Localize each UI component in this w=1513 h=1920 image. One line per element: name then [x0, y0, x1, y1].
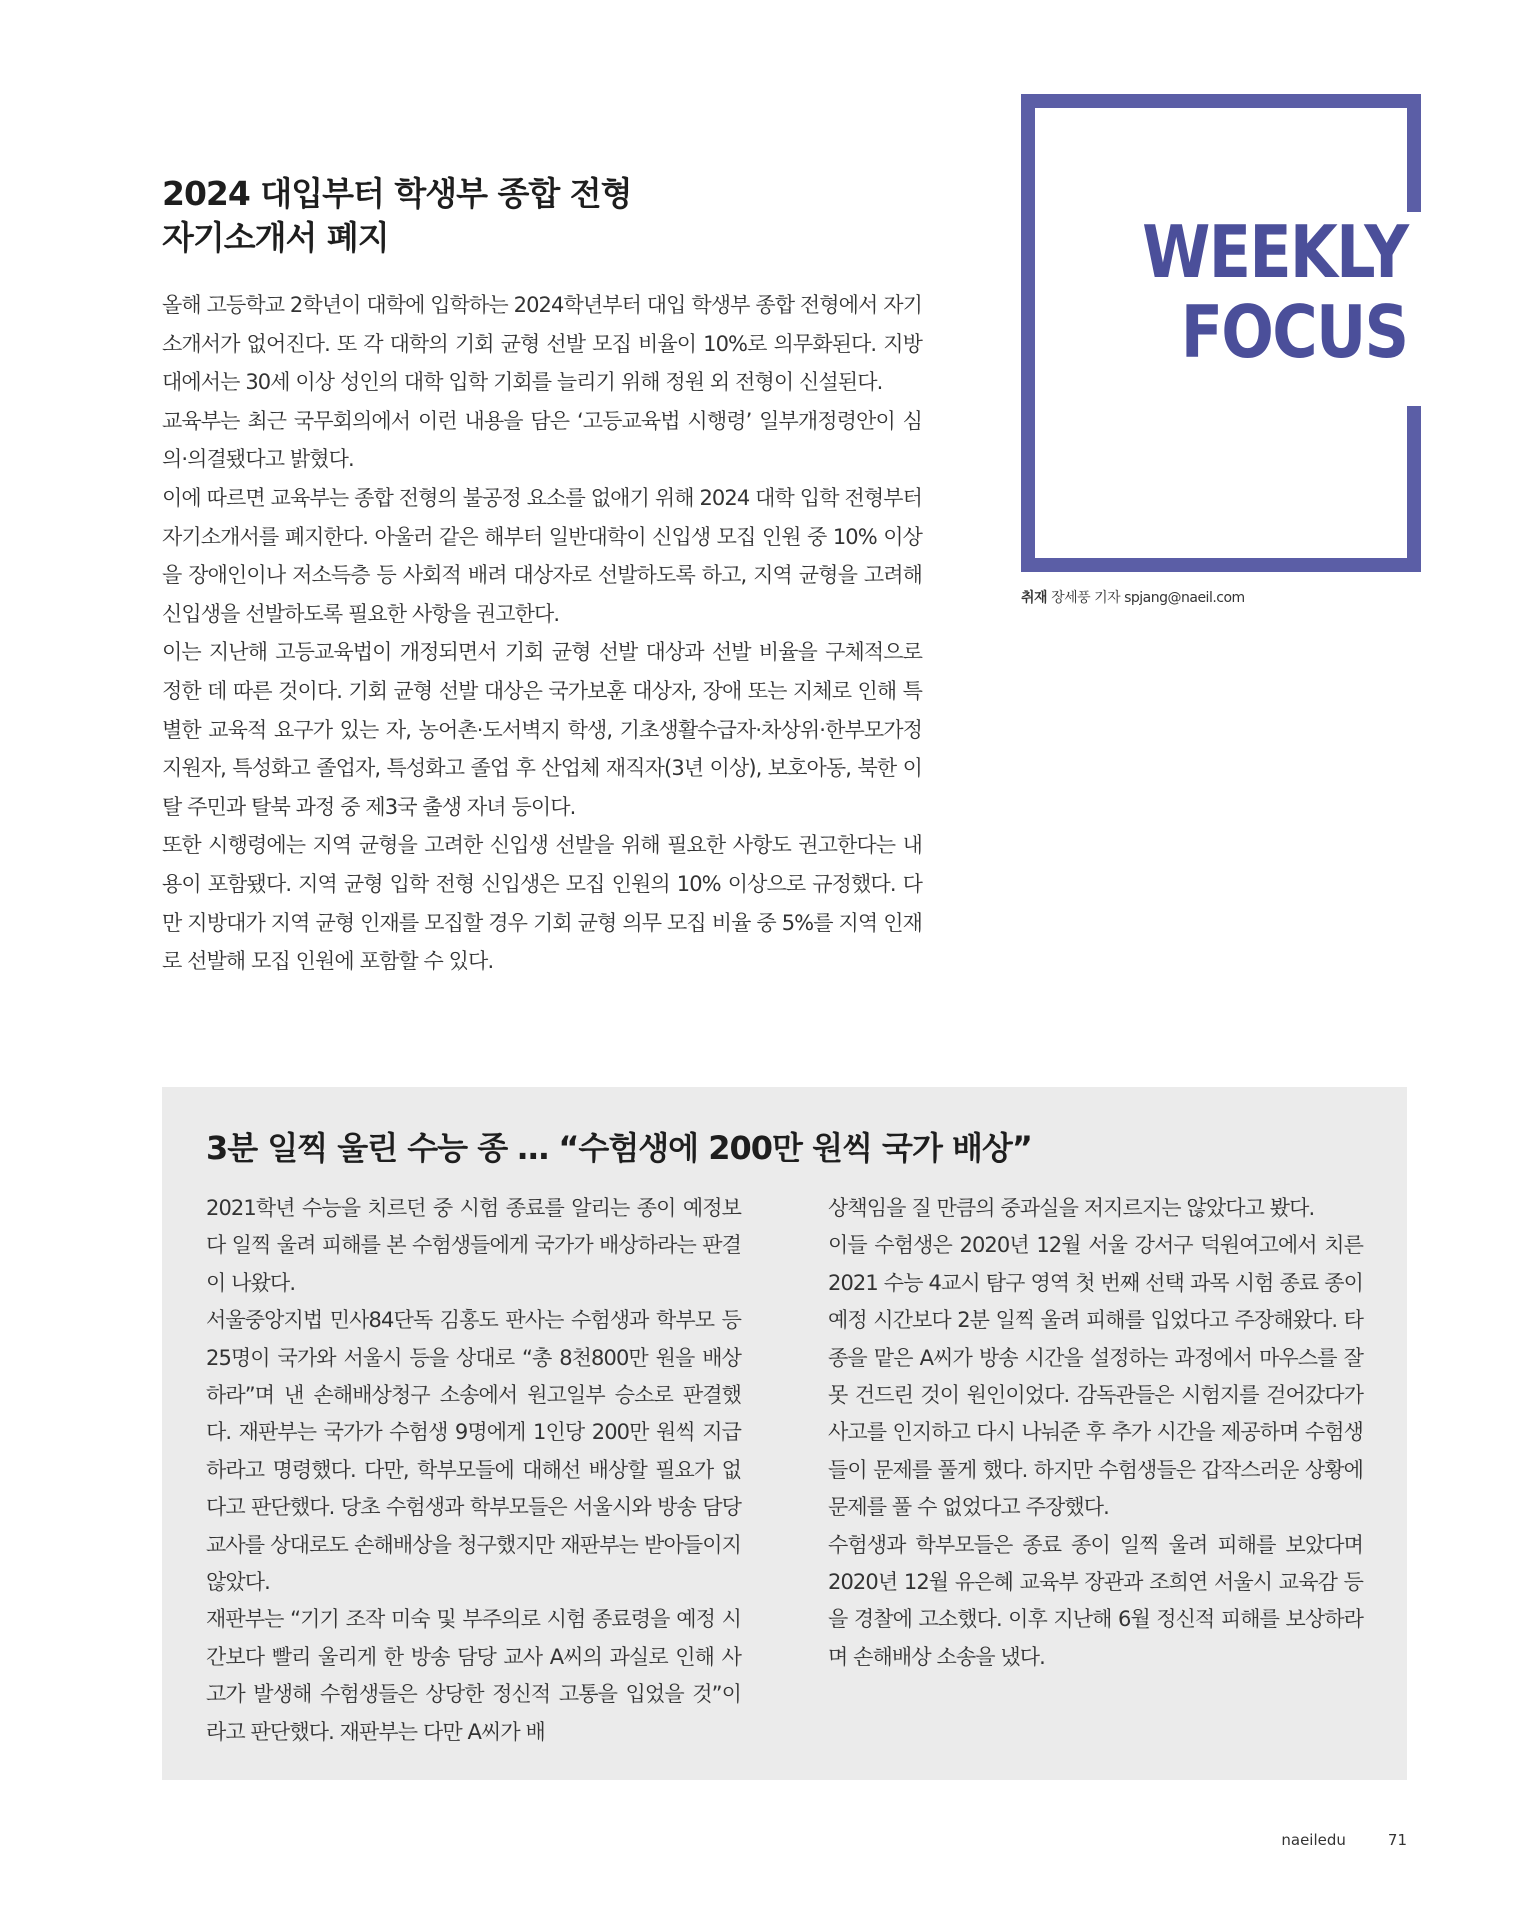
- box-column-right: [828, 1190, 1363, 1676]
- box-paragraph: 2021학년 수능을 치르던 중 시험 종료를 알리는 종이 예정보다 일찍 울려 피해를 본 수험생들에게 국가가 배상하라는 판결이 나왔다.: [206, 1196, 741, 1295]
- weekly-focus-line: FOCUS: [1180, 290, 1407, 374]
- article-title: [162, 172, 922, 260]
- box-paragraph: 재판부는 “기기 조작 미숙 및 부주의로 시험 종료령을 예정 시간보다 빨리 울리게 한 방송 담당 교사 A씨의 과실로 인해 사고가 발생해 수험생들은 상당한 정신적 고통을 입었을 것”이라고 판단했다. 재판부는 다만 A씨가 배: [206, 1607, 741, 1744]
- page-footer: [1281, 1831, 1407, 1849]
- box-paragraph: 이들 수험생은 2020년 12월 서울 강서구 덕원여고에서 치른 2021 수능 4교시 탐구 영역 첫 번째 선택 과목 시험 종료 종이 예정 시간보다 2분 일찍 울려 피해를 입었다고 주장해왔다. 타종을 맡은 A씨가 방송 시간을 설정하는 과정에서 마우스를 잘못 건드린 것이 원인이었다. 감독관들은 시험지를 걷어갔다가 사고를 인지하고 다시 나눠준 후 추가 시간을 제공하며 수험생들이 문제를 풀게 했다. 하지만 수험생들은 갑작스러운 상황에 문제를 풀 수 없었다고 주장했다.: [828, 1233, 1363, 1520]
- main-article: [162, 172, 922, 981]
- article-paragraph: 또한 시행령에는 지역 균형을 고려한 신입생 선발을 위해 필요한 사항도 권고한다는 내용이 포함됐다. 지역 균형 입학 전형 신입생은 모집 인원의 10% 이상으로 규정했다. 다만 지방대가 지역 균형 인재를 모집할 경우 기회 균형 의무 모집 비율 중 5%를 지역 인재로 선발해 모집 인원에 포함할 수 있다.: [162, 833, 922, 974]
- box-column-left: [206, 1190, 741, 1751]
- article-body: [162, 286, 922, 981]
- weekly-focus-line: WEEKLY: [1141, 210, 1407, 294]
- credit-label: 취재: [1021, 590, 1048, 606]
- article-title-line: 자기소개서 폐지: [162, 218, 389, 257]
- credit-text: 장세풍 기자 spjang@naeil.com: [1051, 590, 1245, 606]
- weekly-focus-frame: [1021, 94, 1407, 572]
- box-paragraph: 서울중앙지법 민사84단독 김홍도 판사는 수험생과 학부모 등 25명이 국가와 서울시 등을 상대로 “총 8천800만 원을 배상하라”며 낸 손해배상청구 소송에서 원고일부 승소로 판결했다. 재판부는 국가가 수험생 9명에게 1인당 200만 원씩 지급하라고 명령했다. 다만, 학부모들에 대해선 배상할 필요가 없다고 판단했다. 당초 수험생과 학부모들은 서울시와 방송 담당 교사를 상대로도 손해배상을 청구했지만 재판부는 받아들이지 않았다.: [206, 1308, 741, 1595]
- footer-brand: naeiledu: [1281, 1831, 1346, 1849]
- weekly-focus-title: [1142, 212, 1407, 372]
- box-title: 3분 일찍 울린 수능 종 … “수험생에 200만 원씩 국가 배상”: [206, 1129, 1032, 1167]
- article-title-line: 2024 대입부터 학생부 종합 전형: [162, 174, 632, 213]
- box-paragraph: 상책임을 질 만큼의 중과실을 저지르지는 않았다고 봤다.: [828, 1196, 1315, 1220]
- article-paragraph: 교육부는 최근 국무회의에서 이런 내용을 담은 ‘고등교육법 시행령’ 일부개정령안이 심의·의결됐다고 밝혔다.: [162, 408, 922, 472]
- article-paragraph: 이에 따르면 교육부는 종합 전형의 불공정 요소를 없애기 위해 2024 대학 입학 전형부터 자기소개서를 폐지한다. 아울러 같은 해부터 일반대학이 신입생 모집 인원 중 10% 이상을 장애인이나 저소득층 등 사회적 배려 대상자로 선발하도록 하고, 지역 균형을 고려해 신입생을 선발하도록 필요한 사항을 권고한다.: [162, 485, 922, 626]
- article-paragraph: 이는 지난해 고등교육법이 개정되면서 기회 균형 선발 대상과 선발 비율을 구체적으로 정한 데 따른 것이다. 기회 균형 선발 대상은 국가보훈 대상자, 장애 또는 지체로 인해 특별한 교육적 요구가 있는 자, 농어촌·도서벽지 학생, 기초생활수급자·차상위·한부모가정 지원자, 특성화고 졸업자, 특성화고 졸업 후 산업체 재직자(3년 이상), 보호아동, 북한 이탈 주민과 탈북 과정 중 제3국 출생 자녀 등이다.: [162, 640, 922, 819]
- reporter-credit: [1021, 587, 1245, 607]
- box-paragraph: 수험생과 학부모들은 종료 종이 일찍 울려 피해를 보았다며 2020년 12월 유은혜 교육부 장관과 조희연 서울시 교육감 등을 경찰에 고소했다. 이후 지난해 6월 정신적 피해를 보상하라며 손해배상 소송을 냈다.: [828, 1532, 1363, 1669]
- article-paragraph: 올해 고등학교 2학년이 대학에 입학하는 2024학년부터 대입 학생부 종합 전형에서 자기소개서가 없어진다. 또 각 대학의 기회 균형 선발 모집 비율이 10%로 의무화된다. 지방대에서는 30세 이상 성인의 대학 입학 기회를 늘리기 위해 정원 외 전형이 신설된다.: [162, 293, 922, 395]
- page-number: 71: [1387, 1831, 1407, 1849]
- sidebar-article-box: [162, 1087, 1407, 1780]
